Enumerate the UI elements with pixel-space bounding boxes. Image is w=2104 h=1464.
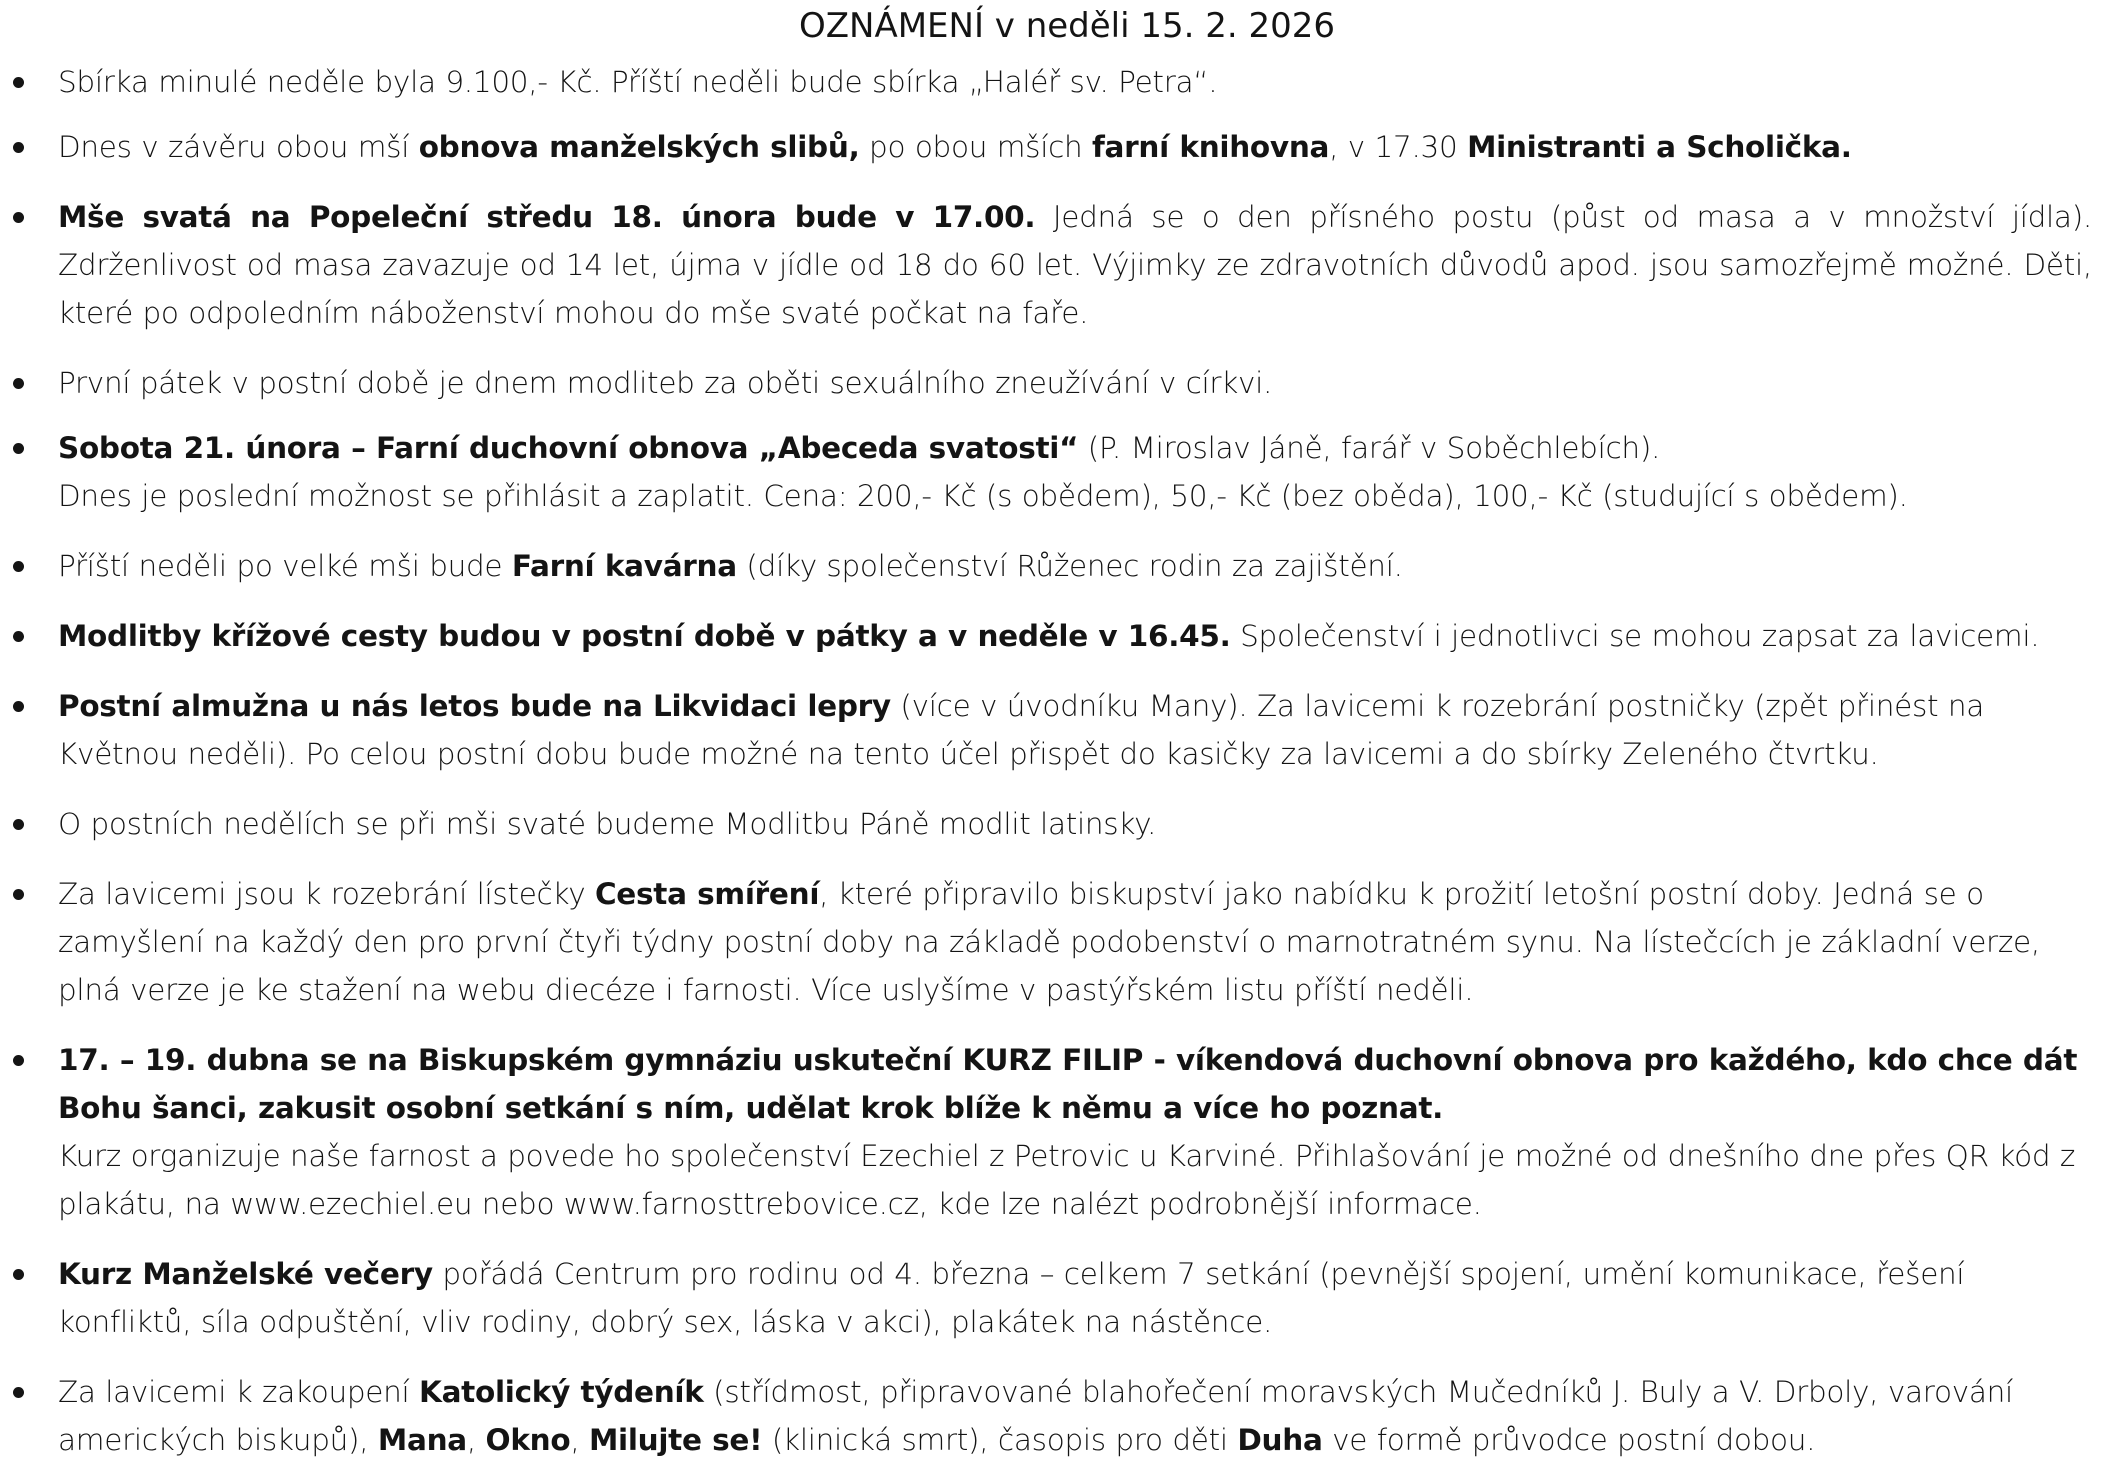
announcement-text: Za lavicemi k zakoupení <box>58 1375 420 1409</box>
announcement-highlight: Mše svatá na Popeleční středu 18. února bude v 17.00. <box>58 200 1036 234</box>
announcement-highlight: Farní kavárna <box>511 549 737 583</box>
announcement-text: , které připravilo biskupství jako nabídku k prožití letošní postní doby. Jedná se o zamyšlení na každý den pro první čtyři týdny postní doby na základě podobenství o marnotratném synu. Na lístečcích je základní verze, plná verze je ke stažení na webu diecéze i farnosti. Více uslyšíme v pastýřském listu příští neděli. <box>58 877 2040 1007</box>
announcement-text: První pátek v postní době je dnem modliteb za oběti sexuálního zneužívání v církvi. <box>58 366 1273 400</box>
announcement-highlight: Postní almužna u nás letos bude na Likvidaci lepry <box>58 689 891 723</box>
announcement-item <box>0 542 2104 590</box>
announcement-item <box>0 1036 2104 1228</box>
announcement-text: Společenství i jednotlivci se mohou zapsat za lavicemi. <box>1230 619 2040 653</box>
announcement-item <box>0 1250 2104 1346</box>
announcement-highlight: Milujte se! <box>588 1423 763 1457</box>
announcement-highlight: farní knihovna <box>1092 130 1330 164</box>
announcement-text: (více v úvodníku Many). Za lavicemi k rozebrání postničky (zpět přinést na Květnou neděli). Po celou postní dobu bude možné na tento účel přispět do kasičky za lavicemi a do sbírky Zeleného čtvrtku. <box>58 689 1985 771</box>
announcement-list <box>0 58 2104 1464</box>
announcement-highlight: Okno <box>485 1423 571 1457</box>
announcement-text: (P. Miroslav Jáně, farář v Soběchlebích). <box>1078 431 1661 465</box>
announcement-text: pořádá Centrum pro rodinu od 4. března – celkem 7 setkání (pevnější spojení, umění komunikace, řešení konfliktů, síla odpuštění, vliv rodiny, dobrý sex, láska v akci), plakátek na nástěnce. <box>58 1257 1965 1339</box>
announcement-text: Dnes je poslední možnost se přihlásit a zaplatit. Cena: 200,- Kč (s obědem), 50,- Kč (bez oběda), 100,- Kč (studující s obědem). <box>58 479 1908 513</box>
announcement-highlight: Sobota 21. února – Farní duchovní obnova „Abeceda svatosti“ <box>58 431 1079 465</box>
announcement-highlight: Duha <box>1237 1423 1323 1457</box>
announcement-highlight: Katolický týdeník <box>419 1375 704 1409</box>
announcement-item <box>0 612 2104 660</box>
announcement-highlight: Kurz Manželské večery <box>58 1257 433 1291</box>
announcement-highlight: 17. – 19. dubna se na Biskupském gymnáziu uskuteční KURZ FILIP - víkendová duchovní obnova pro každého, kdo chce dát Bohu šanci, zakusit osobní setkání s ním, udělat krok blíže k němu a více ho poznat. <box>58 1043 2078 1125</box>
announcement-item <box>0 800 2104 848</box>
announcement-text: Příští neděli po velké mši bude <box>58 549 512 583</box>
announcement-text: Kurz organizuje naše farnost a povede ho společenství Ezechiel z Petrovic u Karviné. Přihlašování je možné od dnešního dne přes QR kód z plakátu, na www.ezechiel.eu nebo www.farnosttrebovice.cz, kde lze nalézt podrobnější informace. <box>58 1139 2076 1221</box>
announcement-highlight: obnova manželských slibů, <box>418 130 860 164</box>
announcement-text: , <box>466 1423 486 1457</box>
announcement-text: (klinická smrt), časopis pro děti <box>762 1423 1238 1457</box>
page-title: OZNÁMENÍ v neděli 15. 2. 2026 <box>798 6 1336 46</box>
announcement-item <box>0 424 2104 520</box>
announcement-text: (střídmost, připravované blahořečení moravských Mučedníků J. Buly a V. Drboly, varování amerických biskupů), <box>58 1375 2013 1457</box>
announcement-item <box>0 123 2104 171</box>
announcement-text: Sbírka minulé neděle byla 9.100,- Kč. Příští neděli bude sbírka „Haléř sv. Petra“. <box>58 65 1218 99</box>
announcement-text: Dnes v závěru obou mší <box>58 130 419 164</box>
announcement-text: Za lavicemi jsou k rozebrání lístečky <box>58 877 595 911</box>
announcement-highlight: Ministranti a Scholička. <box>1467 130 1852 164</box>
announcement-text: , v 17.30 <box>1329 130 1468 164</box>
announcement-text: Jedná se o den přísného postu (půst od masa a v množství jídla). Zdrženlivost od masa zavazuje od 14 let, újma v jídle od 18 do 60 let. Výjimky ze zdravotních důvodů apod. jsou samozřejmě možné. Děti, které po odpoledním náboženství mohou do mše svaté počkat na faře. <box>58 200 2092 330</box>
announcement-text: (díky společenství Růženec rodin za zajištění. <box>736 549 1403 583</box>
announcement-text: ve formě průvodce postní dobou. <box>1322 1423 1816 1457</box>
announcement-item <box>0 58 2104 106</box>
announcement-item <box>0 870 2104 1014</box>
announcement-item <box>0 193 2104 337</box>
announcement-text: po obou mších <box>859 130 1093 164</box>
announcement-text: O postních nedělích se při mši svaté budeme Modlitbu Páně modlit latinsky. <box>58 807 1157 841</box>
announcement-item <box>0 1368 2104 1464</box>
announcement-text: , <box>570 1423 589 1457</box>
announcement-highlight: Mana <box>377 1423 467 1457</box>
announcement-item <box>0 359 2104 407</box>
announcement-item <box>0 682 2104 778</box>
announcement-highlight: Modlitby křížové cesty budou v postní době v pátky a v neděle v 16.45. <box>58 619 1231 653</box>
announcement-highlight: Cesta smíření <box>594 877 820 911</box>
